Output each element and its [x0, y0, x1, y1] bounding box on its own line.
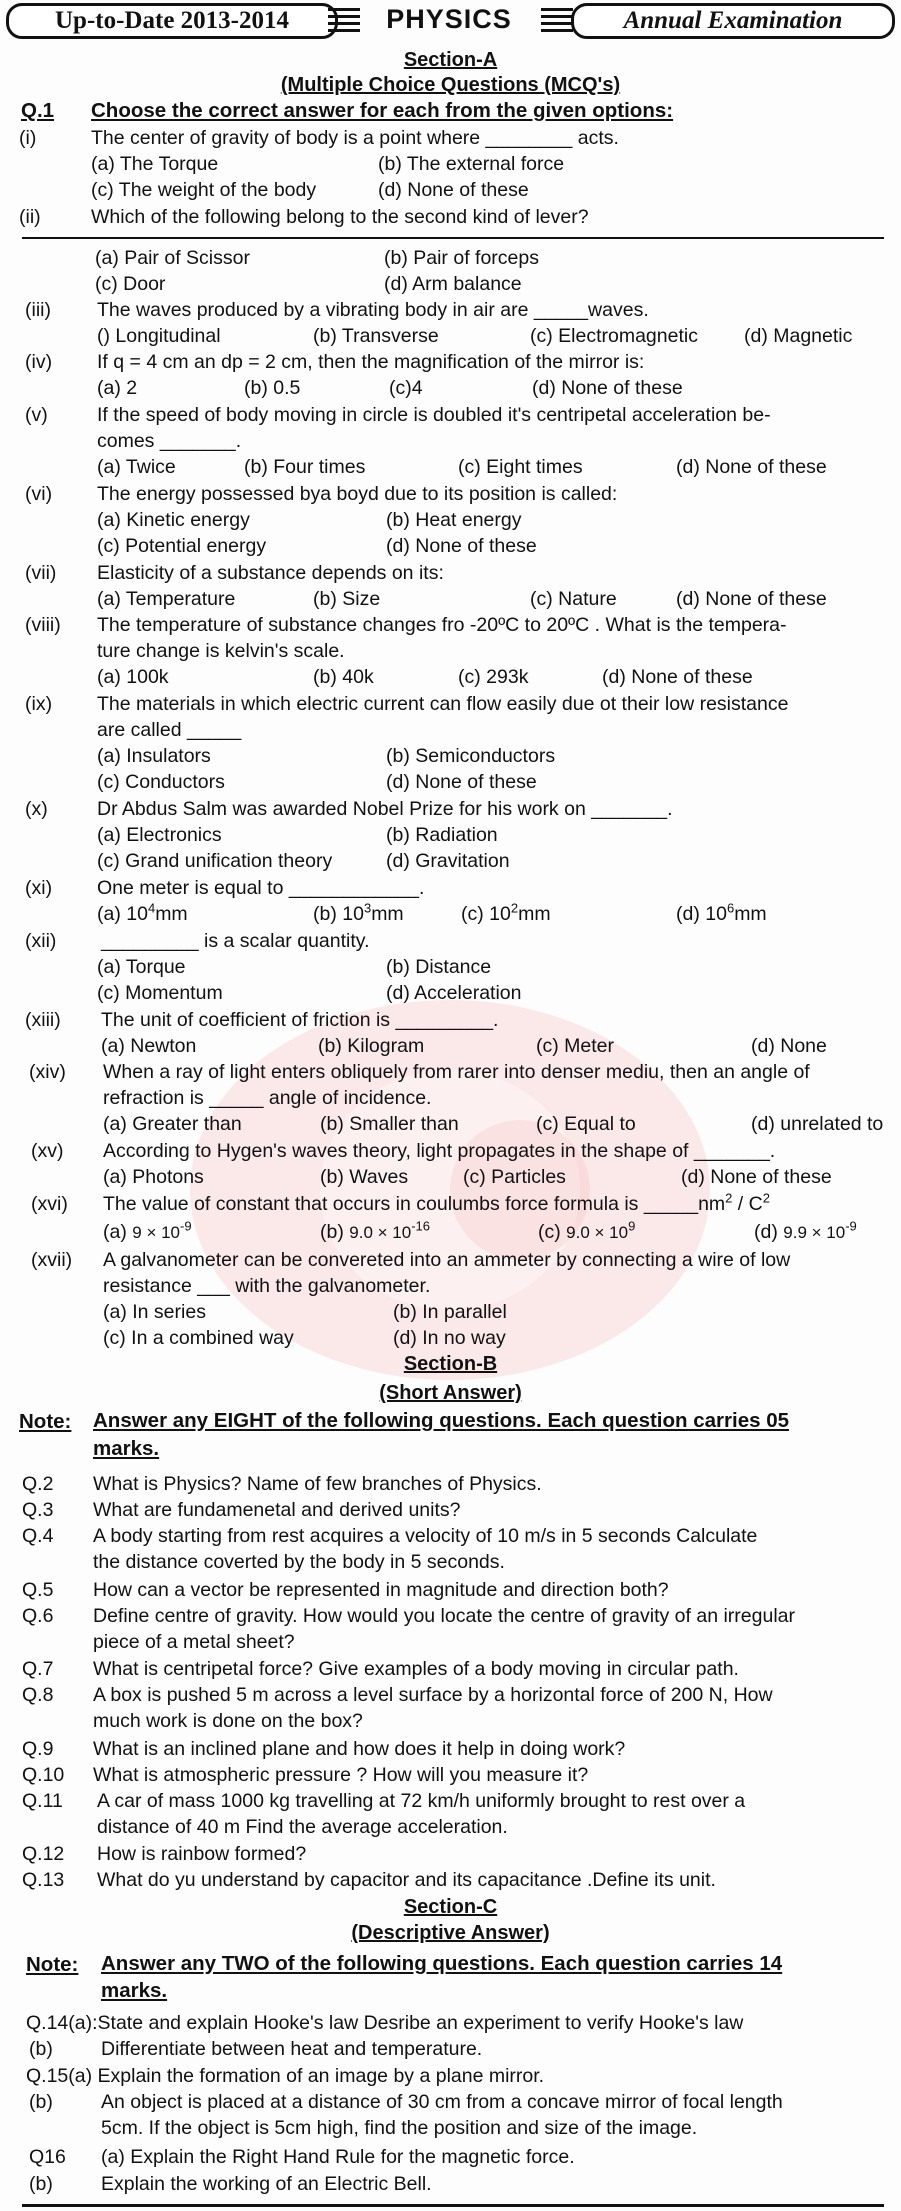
option-b: (b) Waves: [320, 1166, 409, 1188]
option-c: (c) Conductors: [97, 771, 225, 793]
item-number: (xiv): [29, 1061, 66, 1083]
item-question: The value of constant that occurs in coulumbs force formula is $\_\_\_\_\_nm^2 / C^2$: [103, 1190, 770, 1215]
question-text-cont: distance of 40 m Find the average acceleration.: [97, 1816, 508, 1838]
question-number: Q.13: [22, 1869, 65, 1891]
question-number: Q.10: [22, 1764, 65, 1786]
item-question: Which of the following belong to the second kind of lever?: [91, 206, 589, 228]
option-a: (a) Insulators: [97, 745, 211, 767]
question-text: Q.15(a) Explain the formation of an image by a plane mirror.: [26, 2065, 545, 2087]
option-b: (b) Size: [313, 588, 381, 610]
item-number: (xiii): [25, 1009, 61, 1031]
item-question: If the speed of body moving in circle is doubled it's centripetal acceleration be-: [97, 404, 771, 426]
option-d: (d) $9.9 \times 10^{-9}$: [754, 1218, 857, 1243]
option-a: (a) 100k: [97, 666, 169, 688]
item-number: (v): [25, 404, 48, 426]
option-c: (c) $10^2mm$: [461, 900, 551, 925]
item-number: (xi): [25, 877, 53, 899]
item-number: (vi): [25, 483, 53, 505]
option-a: () Longitudinal: [97, 325, 221, 347]
section-a-title: Section-A: [403, 49, 498, 71]
option-b: (b) The external force: [378, 153, 565, 175]
question-text: What is atmospheric pressure ? How will you measure it?: [93, 1764, 589, 1786]
column-divider: [22, 237, 884, 239]
option-d: (d) None of these: [602, 666, 753, 688]
item-question: Elasticity of a substance depends on its:: [97, 562, 444, 584]
question-number: Q.1: [21, 99, 55, 122]
question-number: Q.12: [22, 1843, 65, 1865]
exam-header: [6, 1, 895, 39]
item-question: When a ray of light enters obliquely from rarer into denser mediu, then an angle of: [103, 1061, 810, 1083]
question-number: (b): [29, 2091, 53, 2113]
question-number: Q.5: [22, 1579, 54, 1601]
question-number: Q.6: [22, 1605, 54, 1627]
item-number: (xvi): [31, 1193, 68, 1215]
note-instruction-cont: marks.: [101, 1979, 168, 2002]
question-number: Q.7: [22, 1658, 54, 1680]
option-b: (b) Heat energy: [386, 509, 522, 531]
option-b: (b) Four times: [244, 456, 366, 478]
section-c-subtitle: (Descriptive Answer): [351, 1922, 550, 1944]
note-instruction: Answer any EIGHT of the following questions. Each question carries 05: [93, 1409, 789, 1432]
bottom-rule: [22, 2204, 884, 2207]
option-d: (d) None of these: [676, 456, 827, 478]
note-label: Note:: [19, 1410, 72, 1433]
question-text: A car of mass 1000 kg travelling at 72 km/h uniformly brought to rest over a: [97, 1790, 746, 1812]
option-b: (b) Distance: [386, 956, 492, 978]
option-d: (d) Arm balance: [384, 273, 522, 295]
option-d: (d) Gravitation: [386, 850, 510, 872]
question-text-cont: piece of a metal sheet?: [93, 1631, 295, 1653]
question-text-cont: much work is done on the box?: [93, 1710, 363, 1732]
option-b: (b) 0.5: [244, 377, 301, 399]
option-a: (a) Greater than: [103, 1113, 242, 1135]
question-number: (b): [29, 2038, 53, 2060]
question-number: (b): [29, 2173, 53, 2195]
option-d: (d) None: [751, 1035, 827, 1057]
option-b: (b) 40k: [313, 666, 374, 688]
question-text: Differentiate between heat and temperature.: [101, 2038, 483, 2060]
question-number: Q16: [29, 2146, 66, 2168]
option-d: (d) None of these: [386, 535, 537, 557]
item-question: _________ is a scalar quantity.: [101, 930, 370, 952]
note-label: Note:: [26, 1953, 79, 1976]
option-a: (a) In series: [103, 1301, 206, 1323]
question-text: What is an inclined plane and how does it help in doing work?: [93, 1738, 626, 1760]
item-question: Dr Abdus Salm was awarded Nobel Prize for his work on _______.: [97, 798, 673, 820]
item-question: The waves produced by a vibrating body in air are _____waves.: [97, 299, 649, 321]
option-a: (a) Torque: [97, 956, 186, 978]
option-b: (b) Semiconductors: [386, 745, 556, 767]
question-number: Q.9: [22, 1738, 54, 1760]
question-text: How can a vector be represented in magnitude and direction both?: [93, 1579, 669, 1601]
option-b: (b) $9.0 \times 10^{-16}$: [320, 1218, 430, 1243]
item-question: The energy possessed bya boyd due to its position is called:: [97, 483, 618, 505]
option-c: (c) $9.0 \times 10^9$: [538, 1218, 636, 1243]
question-text: Q.14(a):State and explain Hooke's law Desribe an experiment to verify Hooke's law: [26, 2012, 744, 2034]
section-c-title: Section-C: [403, 1896, 498, 1918]
item-question-cont: resistance ___ with the galvanometer.: [103, 1275, 431, 1297]
item-question-cont: comes _______.: [97, 430, 242, 452]
option-c: (c) Electromagnetic: [530, 325, 698, 347]
question-number: Q.2: [22, 1473, 54, 1495]
item-question: If q = 4 cm an dp = 2 cm, then the magnification of the mirror is:: [97, 351, 645, 373]
option-b: (b) Transverse: [313, 325, 439, 347]
option-b: (b) Pair of forceps: [384, 247, 539, 269]
question-number: Q.11: [22, 1790, 63, 1812]
option-d: (d) In no way: [393, 1327, 506, 1349]
section-b-title: Section-B: [403, 1353, 498, 1375]
option-c: (c) The weight of the body: [91, 179, 317, 201]
item-question-cont: ture change is kelvin's scale.: [97, 640, 345, 662]
question-number: Q.3: [22, 1499, 54, 1521]
option-d: (d) None of these: [681, 1166, 832, 1188]
question-text: What is centripetal force? Give examples of a body moving in circular path.: [93, 1658, 739, 1680]
item-question: The materials in which electric current can flow easily due ot their low resistance: [97, 693, 789, 715]
item-number: (ix): [25, 693, 53, 715]
item-question-cont: are called _____: [97, 719, 242, 741]
item-number: (xii): [25, 930, 57, 952]
item-question: According to Hygen's waves theory, light propagates in the shape of _______.: [103, 1140, 776, 1162]
question-text: What do yu understand by capacitor and its capacitance .Define its unit.: [97, 1869, 716, 1891]
option-d: (d) Magnetic: [744, 325, 853, 347]
note-instruction: Answer any TWO of the following questions. Each question carries 14: [101, 1952, 783, 1975]
option-b: (b) Radiation: [386, 824, 498, 846]
arrow-decoration-right: [541, 6, 573, 32]
question-text: An object is placed at a distance of 30 cm from a concave mirror of focal length: [101, 2091, 783, 2113]
option-a: (a) Kinetic energy: [97, 509, 250, 531]
question-text: Define centre of gravity. How would you locate the centre of gravity of an irregular: [93, 1605, 795, 1627]
item-number: (x): [25, 798, 48, 820]
question-number: Q.4: [22, 1525, 54, 1547]
edition-label: Up-to-Date 2013-2014: [6, 3, 338, 39]
option-b: (b) Smaller than: [320, 1113, 459, 1135]
item-number: (i): [19, 127, 37, 149]
option-a: (a) Newton: [101, 1035, 197, 1057]
option-c: (c) Grand unification theory: [97, 850, 333, 872]
option-a: (a) Photons: [103, 1166, 204, 1188]
question-text: (a) Explain the Right Hand Rule for the magnetic force.: [101, 2146, 575, 2168]
option-b: (b) $10^3mm$: [313, 900, 404, 925]
option-a: (a) $9 \times 10^{-9}$: [103, 1218, 192, 1243]
section-a-subtitle: (Multiple Choice Questions (MCQ's): [280, 74, 621, 96]
option-c: (c) In a combined way: [103, 1327, 294, 1349]
exam-label: Annual Examination: [571, 3, 895, 39]
option-a: (a) The Torque: [91, 153, 219, 175]
option-c: (c) Momentum: [97, 982, 223, 1004]
question-text: What is Physics? Name of few branches of Physics.: [93, 1473, 542, 1495]
option-c: (c) Nature: [530, 588, 617, 610]
question-text-cont: 5cm. If the object is 5cm high, find the position and size of the image.: [101, 2117, 698, 2139]
option-d: (d) unrelated to: [751, 1113, 884, 1135]
option-d: (d) Acceleration: [386, 982, 522, 1004]
option-c: (c) Equal to: [536, 1113, 636, 1135]
option-a: (a) $10^4mm$: [97, 900, 188, 925]
item-number: (iii): [25, 299, 51, 321]
option-c: (c) Eight times: [458, 456, 583, 478]
question-text: How is rainbow formed?: [97, 1843, 307, 1865]
option-c: (c) 293k: [458, 666, 529, 688]
item-number: (ii): [19, 206, 41, 228]
option-c: (c) Particles: [463, 1166, 566, 1188]
option-a: (a) Pair of Scissor: [95, 247, 250, 269]
item-question: The temperature of substance changes fro -20ºC to 20ºC . What is the tempera-: [97, 614, 787, 636]
item-number: (viii): [25, 614, 61, 636]
question-text: Explain the working of an Electric Bell.: [101, 2173, 432, 2195]
option-b: (b) In parallel: [393, 1301, 507, 1323]
subject-title: PHYSICS: [386, 3, 512, 34]
option-a: (a) Twice: [97, 456, 176, 478]
item-number: (iv): [25, 351, 53, 373]
option-c: (c) Door: [95, 273, 166, 295]
option-a: (a) 2: [97, 377, 138, 399]
option-d: (d) None of these: [676, 588, 827, 610]
item-question-cont: refraction is _____ angle of incidence.: [103, 1087, 432, 1109]
question-text: A box is pushed 5 m across a level surface by a horizontal force of 200 N, How: [93, 1684, 773, 1706]
option-a: (a) Electronics: [97, 824, 222, 846]
note-instruction-cont: marks.: [93, 1437, 160, 1460]
question-number: Q.8: [22, 1684, 54, 1706]
item-question: The center of gravity of body is a point where ________ acts.: [91, 127, 619, 149]
item-question: The unit of coefficient of friction is _________.: [101, 1009, 499, 1031]
section-b-subtitle: (Short Answer): [379, 1382, 522, 1404]
option-b: (b) Kilogram: [318, 1035, 425, 1057]
question-text: What are fundamenetal and derived units?: [93, 1499, 461, 1521]
item-number: (vii): [25, 562, 57, 584]
option-c: (c) Potential energy: [97, 535, 267, 557]
question-text: A body starting from rest acquires a velocity of 10 m/s in 5 seconds Calculate: [93, 1525, 758, 1547]
question-text-cont: the distance coverted by the body in 5 seconds.: [93, 1551, 505, 1573]
option-d: (d) None of these: [532, 377, 683, 399]
option-c: (c)4: [389, 377, 423, 399]
option-c: (c) Meter: [536, 1035, 614, 1057]
item-question: One meter is equal to ____________.: [97, 877, 425, 899]
item-number: (xvii): [31, 1249, 73, 1271]
option-d: (d) None of these: [386, 771, 537, 793]
item-question: A galvanometer can be convereted into an ammeter by connecting a wire of low: [103, 1249, 791, 1271]
option-d: (d) None of these: [378, 179, 529, 201]
mcq-instruction: Choose the correct answer for each from the given options:: [91, 99, 674, 122]
option-a: (a) Temperature: [97, 588, 236, 610]
item-number: (xv): [31, 1140, 64, 1162]
option-d: (d) $10^6mm$: [676, 900, 767, 925]
